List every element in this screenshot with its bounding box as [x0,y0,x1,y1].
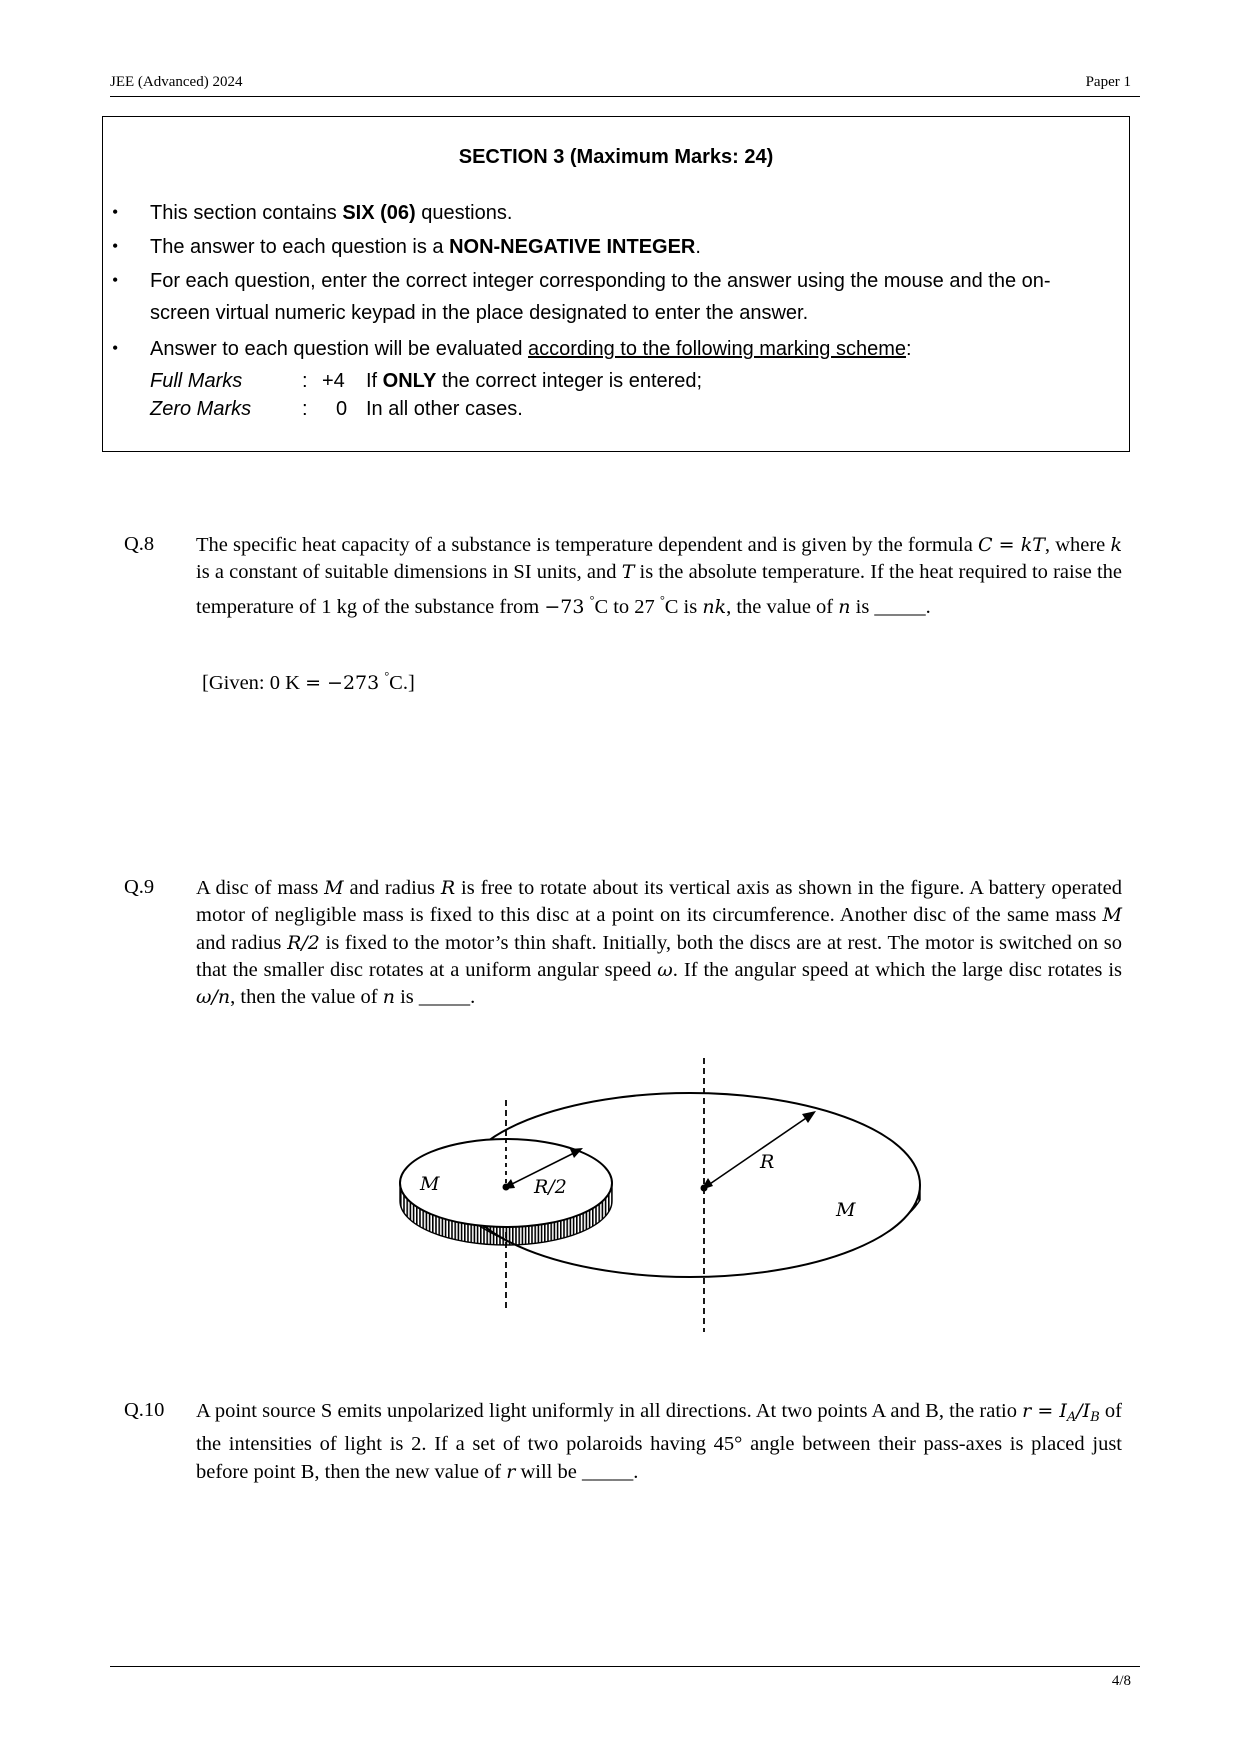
zero-marks-label: Zero Marks [150,398,252,420]
header-paper-label: Paper 1 [1085,74,1131,90]
bullet-dot: • [112,236,119,256]
question-8-given: [Given: 0 K = −273 °C.] [202,669,415,694]
full-marks-value: +4 [322,370,345,392]
question-9-text: A disc of mass M and radius R is free to rotate about its vertical axis as shown in the figure. A battery operated motor of negligible mass is fixed to this disc at a point on its circumference. Another disc of the same mass M and radius R/2 is fixed to the motor’s thin shaft. Initially, both the discs are at rest. The motor is switched on so that the smaller disc rotates at a uniform angular speed ω. If the angular speed at which the large disc rotates is ω/n, then the value of n is _____. [196,877,1122,1009]
large-disc-radius-label: R [760,1151,775,1173]
instruction-entry-line2: screen virtual numeric keypad in the place designated to enter the answer. [150,302,809,324]
zero-marks-colon: : [302,398,308,420]
zero-marks-condition: In all other cases. [366,398,523,420]
instruction-marking-scheme: Answer to each question will be evaluated according to the following marking scheme: [150,338,912,360]
question-10-text: A point source S emits unpolarized light uniformly in all directions. At two points A and B, the ratio $r = I_A/I_B$ of the intensities of light is 2. If a set of two polaroids having 45° angle between their pass-axes is placed just before point B, then the new value of r will be _____. [196,1400,1123,1483]
instruction-answer-type: The answer to each question is a NON-NEGATIVE INTEGER. [150,236,701,258]
header-exam-title: JEE (Advanced) 2024 [110,74,243,90]
two-disc-figure [390,1050,930,1340]
question-number-8: Q.8 [124,533,155,555]
full-marks-label: Full Marks [150,370,243,392]
question-number-10: Q.10 [124,1399,165,1421]
small-disc-mass-label: M [420,1173,440,1195]
question-number-9: Q.9 [124,876,155,898]
footer-rule [110,1666,1140,1667]
full-marks-condition: If ONLY the correct integer is entered; [366,370,703,392]
zero-marks-value: 0 [336,398,348,420]
bullet-dot: • [112,338,119,358]
question-8-text: The specific heat capacity of a substance is temperature dependent and is given by the formula C = kT, where k is a constant of suitable dimensions in SI units, and T is the absolute temperature. If the heat required to raise the temperature of 1 kg of the substance from −73 °C to 27 °C is nk, the value of n is _____. [196,534,1122,618]
bullet-dot: • [112,202,119,222]
bullet-dot: • [112,270,119,290]
section-title: SECTION 3 (Maximum Marks: 24) [458,146,774,168]
instruction-entry-line1: For each question, enter the correct integer corresponding to the answer using the mouse and the on- [150,270,1051,292]
header-rule [110,96,1140,97]
instruction-question-count: This section contains SIX (06) questions. [150,202,513,224]
full-marks-colon: : [302,370,308,392]
small-disc-radius-label: R/2 [534,1176,567,1198]
page-number: 4/8 [1111,1673,1131,1689]
large-disc-mass-label: M [836,1199,856,1221]
